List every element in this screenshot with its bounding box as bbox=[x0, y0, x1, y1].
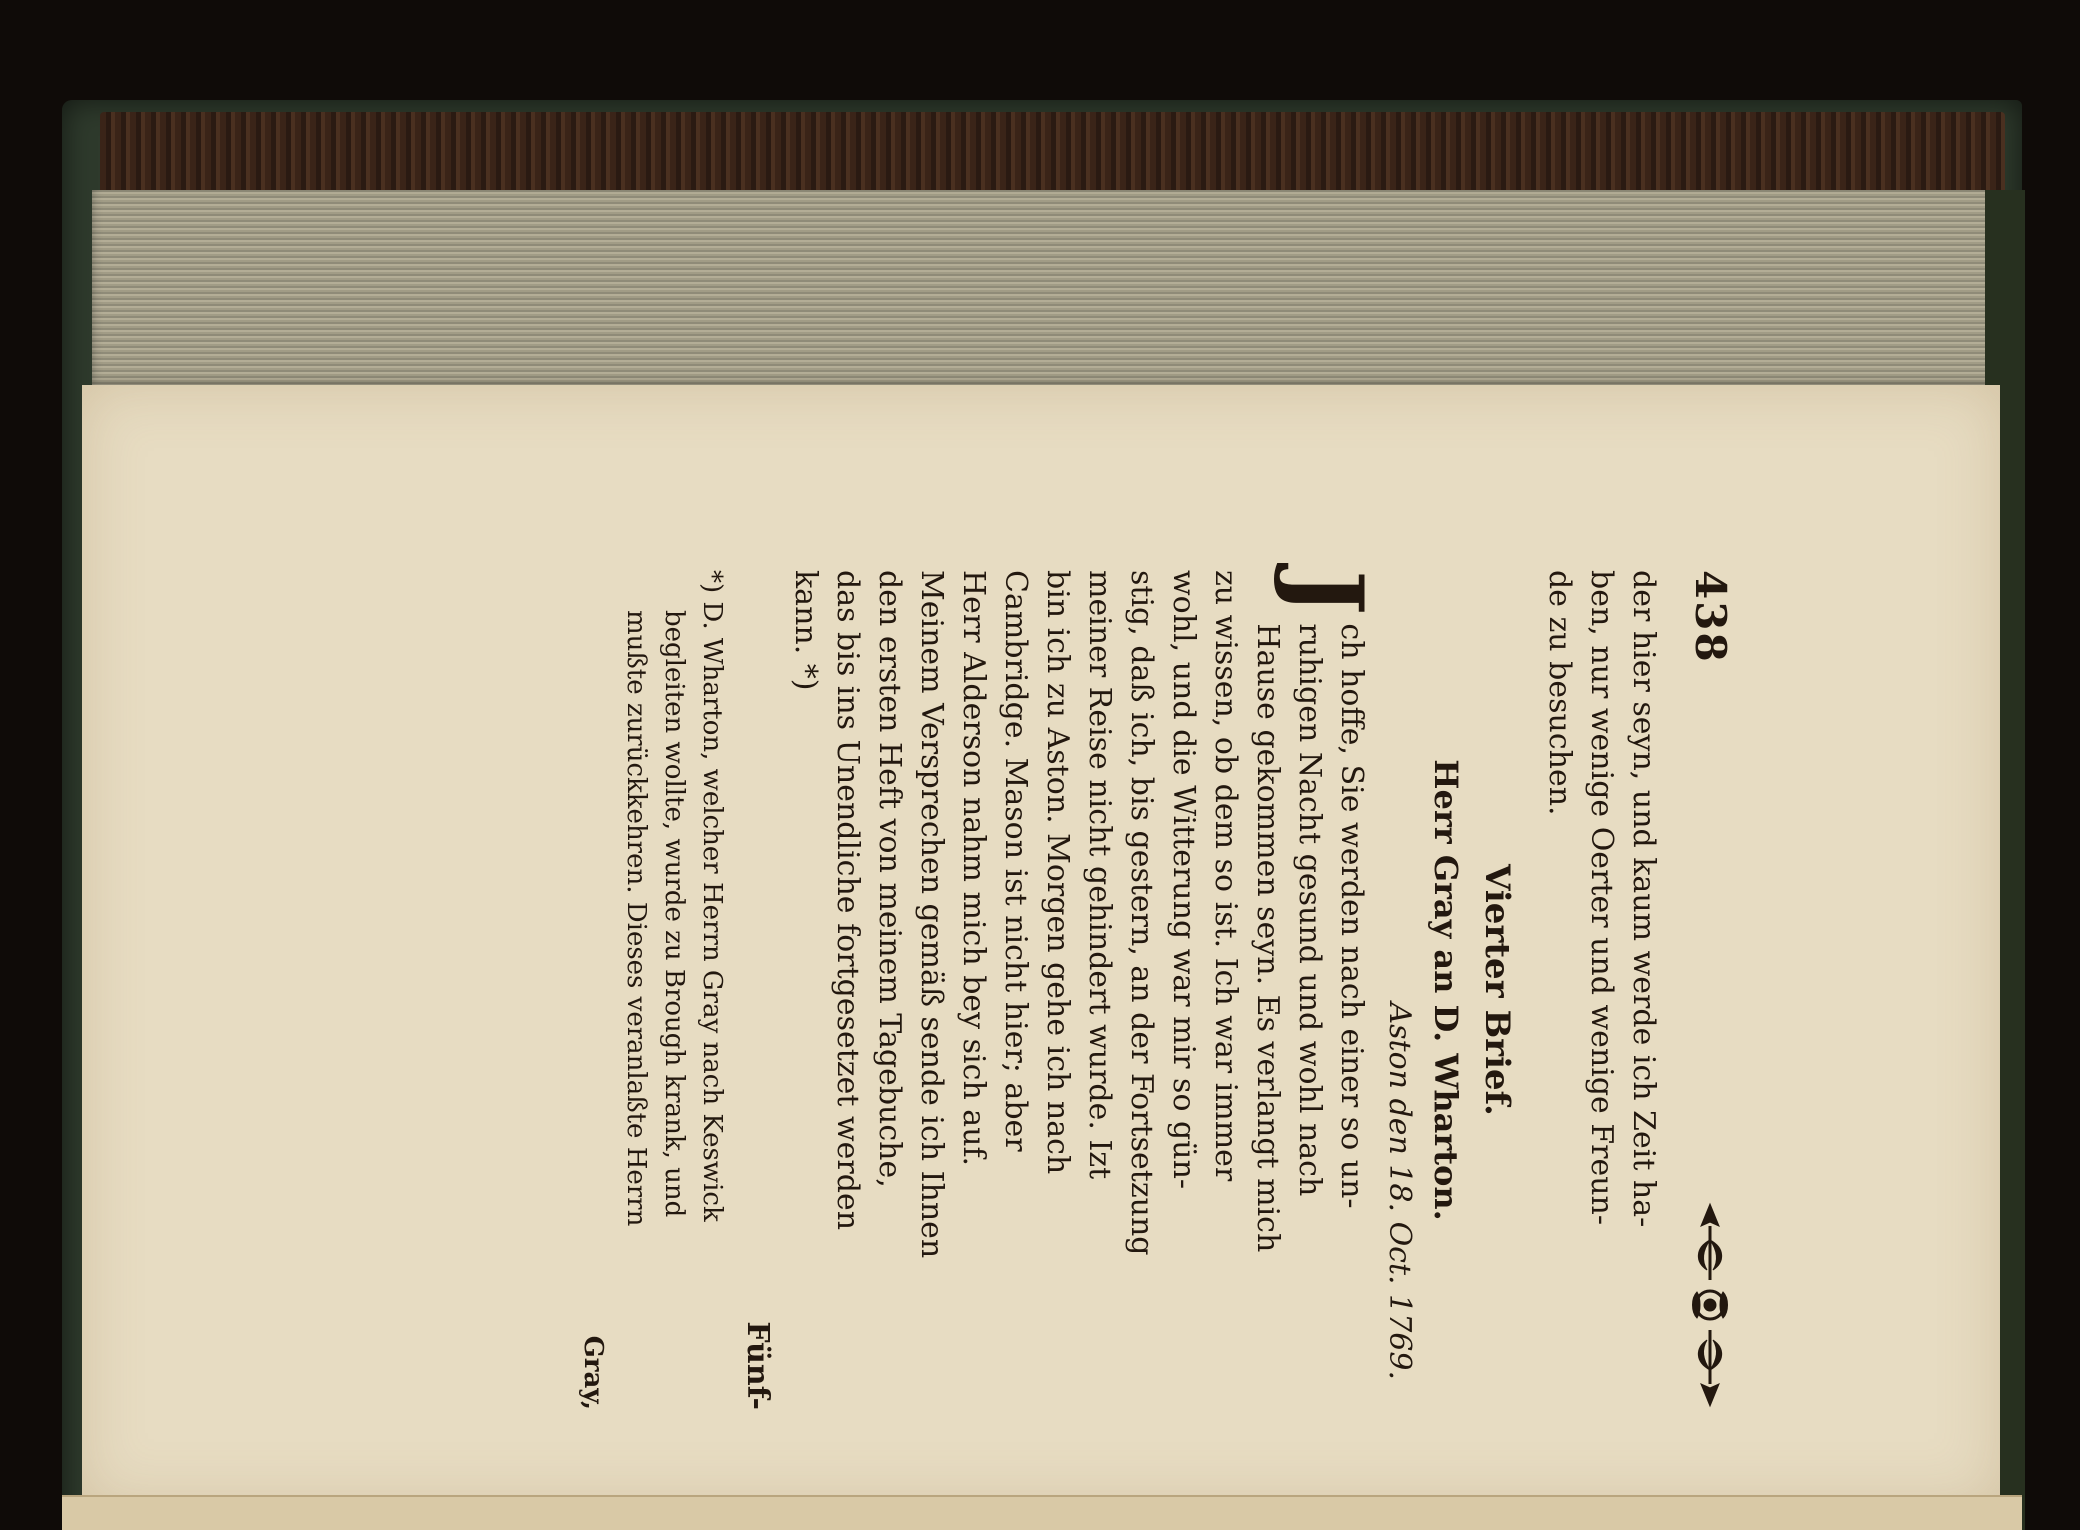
text-line: Cambridge. Mason ist nicht hier; aber bbox=[997, 570, 1033, 1152]
letter-body bbox=[784, 570, 1384, 1410]
footnote bbox=[574, 570, 729, 1410]
letter-heading: Vierter Brief. bbox=[1477, 864, 1517, 1116]
footnote-line: mußte zurückkehren. Dieses veranlaßte Herrn bbox=[621, 610, 652, 1227]
footnote-line: *) D. Wharton, welcher Herrn Gray nach Keswick bbox=[696, 570, 727, 1222]
footnote-line: begleiten wollte, wurde zu Brough krank, und bbox=[658, 610, 689, 1218]
page-text-block bbox=[577, 570, 1740, 1410]
text-line: wohl, und die Witterung war mir so gün- bbox=[1165, 570, 1201, 1190]
text-line: ben, nur wenige Oerter und wenige Freun- bbox=[1584, 570, 1619, 1226]
text-line: de zu besuchen. bbox=[1542, 570, 1577, 816]
text-line: Herr Alderson nahm mich bey sich auf. bbox=[955, 570, 991, 1167]
letter-dateline: Aston den 18. Oct. 1769. bbox=[1381, 1002, 1417, 1380]
page-header bbox=[1680, 570, 1740, 1410]
text-line: das bis ins Unendliche fortgesetzet werden bbox=[829, 570, 865, 1231]
text-line: meiner Reise nicht gehindert wurde. Izt bbox=[1081, 570, 1117, 1180]
text-line: den ersten Heft von meinem Tagebuche, bbox=[871, 570, 907, 1188]
text-line: der hier seyn, und kaum werde ich Zeit ha- bbox=[1626, 570, 1661, 1228]
book-page-edges bbox=[92, 190, 2002, 390]
letter-subheading: Herr Gray an D. Wharton. bbox=[1427, 759, 1466, 1221]
text-line: zu wissen, ob dem so ist. Ich war immer bbox=[1207, 570, 1243, 1182]
page-bottom-edge bbox=[62, 1495, 2022, 1530]
book-spine bbox=[100, 112, 2005, 197]
text-line: ch hoffe, Sie werden nach einer so un- bbox=[1333, 623, 1369, 1209]
page-number: 438 bbox=[1686, 570, 1736, 664]
catchword: Fünf- bbox=[739, 1321, 775, 1410]
footnote-catchword: Gray, bbox=[577, 1335, 608, 1410]
floral-ornament-icon bbox=[1687, 1200, 1733, 1410]
text-line: bin ich zu Aston. Morgen gehe ich nach bbox=[1039, 570, 1075, 1175]
drop-cap: J bbox=[1270, 570, 1384, 616]
text-line: Hause gekommen seyn. Es verlangt mich bbox=[1249, 623, 1285, 1253]
text-line: ruhigen Nacht gesund und wohl nach bbox=[1291, 623, 1327, 1197]
text-line: kann. *) bbox=[787, 570, 823, 691]
text-line: Meinem Versprechen gemäß sende ich Ihnen bbox=[913, 570, 949, 1259]
text-line: stig, daß ich, bis gestern, an der Fortsetzung bbox=[1123, 570, 1159, 1256]
